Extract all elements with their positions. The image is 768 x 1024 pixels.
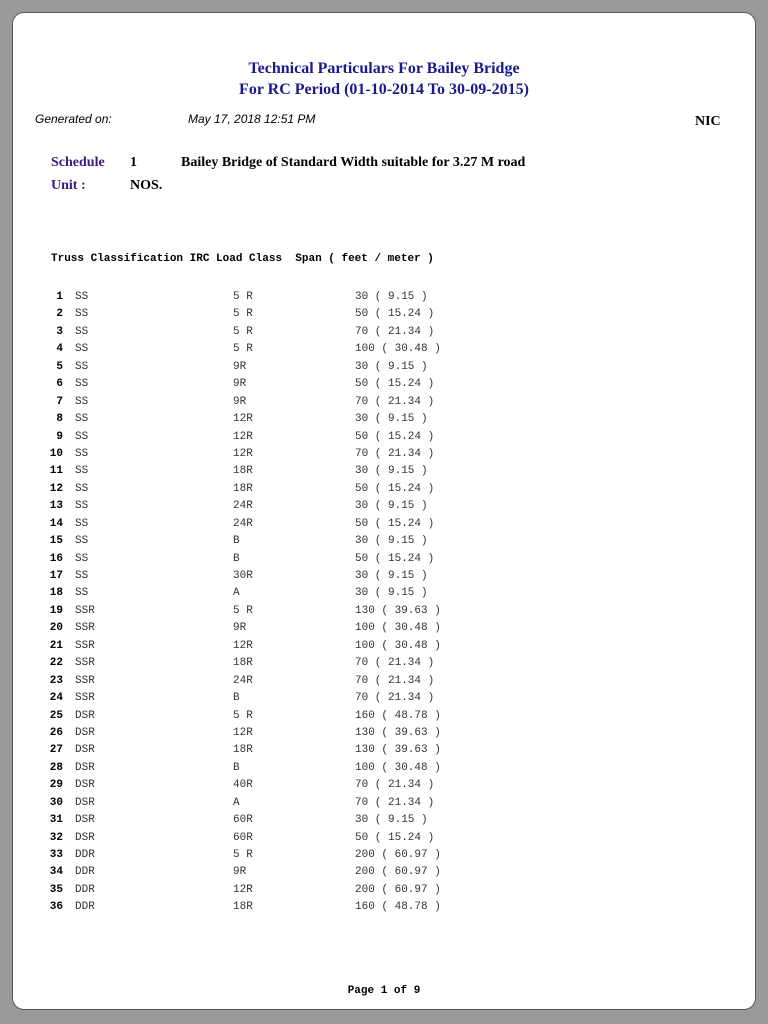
row-number: 35 xyxy=(49,883,63,896)
row-number: 1 xyxy=(56,291,63,303)
truss-classification: SS xyxy=(75,291,89,303)
table-row xyxy=(13,777,755,794)
row-number: 10 xyxy=(49,447,63,460)
data-table xyxy=(13,289,755,917)
truss-classification: SS xyxy=(75,500,89,513)
table-row xyxy=(13,760,755,777)
truss-classification: SS xyxy=(75,395,89,408)
row-number: 29 xyxy=(49,779,63,792)
truss-classification: DSR xyxy=(75,761,95,774)
truss-classification: DDR xyxy=(75,866,95,879)
span-value: 30 ( 9.15 ) xyxy=(355,291,428,303)
table-row xyxy=(13,289,755,306)
table-row xyxy=(13,725,755,742)
load-class: 5 R xyxy=(233,604,253,617)
span-value: 70 ( 21.34 ) xyxy=(355,657,435,670)
row-number: 23 xyxy=(49,674,63,687)
load-class: 18R xyxy=(233,744,253,757)
span-value: 70 ( 21.34 ) xyxy=(355,395,435,408)
span-value: 100 ( 30.48 ) xyxy=(355,639,441,652)
span-value: 30 ( 9.15 ) xyxy=(355,500,428,513)
unit-label: Unit : xyxy=(51,178,86,193)
truss-classification: SSR xyxy=(75,674,95,687)
span-value: 30 ( 9.15 ) xyxy=(355,360,428,373)
schedule-number: 1 xyxy=(130,155,137,170)
load-class: B xyxy=(233,692,240,705)
truss-classification: DDR xyxy=(75,883,95,896)
load-class: 24R xyxy=(233,500,253,513)
load-class: 5 R xyxy=(233,343,253,356)
span-value: 160 ( 48.78 ) xyxy=(355,709,441,722)
truss-classification: SS xyxy=(75,413,89,426)
load-class: 12R xyxy=(233,413,253,426)
table-row xyxy=(13,882,755,899)
row-number: 26 xyxy=(49,726,63,739)
truss-classification: DDR xyxy=(75,849,95,861)
row-number: 8 xyxy=(56,413,63,426)
truss-classification: SSR xyxy=(75,639,95,652)
table-row xyxy=(13,516,755,533)
load-class: 18R xyxy=(233,657,253,670)
row-number: 27 xyxy=(49,744,63,757)
row-number: 34 xyxy=(49,866,63,879)
table-row xyxy=(13,603,755,620)
table-row xyxy=(13,708,755,725)
load-class: 9R xyxy=(233,622,247,635)
schedule-description: Bailey Bridge of Standard Width suitable for 3.27 M road xyxy=(181,155,526,170)
table-row xyxy=(13,864,755,881)
span-value: 200 ( 60.97 ) xyxy=(355,849,441,861)
table-row xyxy=(13,306,755,323)
table-row xyxy=(13,394,755,411)
table-row xyxy=(13,533,755,550)
span-value: 50 ( 15.24 ) xyxy=(355,831,435,844)
load-class: 24R xyxy=(233,517,253,530)
row-number: 24 xyxy=(49,692,63,705)
table-row xyxy=(13,847,755,864)
span-value: 30 ( 9.15 ) xyxy=(355,413,428,426)
table-row xyxy=(13,638,755,655)
row-number: 32 xyxy=(49,831,63,844)
table-row xyxy=(13,673,755,690)
row-number: 30 xyxy=(49,796,63,809)
document-page xyxy=(12,12,756,1010)
row-number: 3 xyxy=(56,325,63,338)
table-row xyxy=(13,551,755,568)
truss-classification: DSR xyxy=(75,709,95,722)
header-truss: Truss Classification xyxy=(51,253,184,265)
load-class: 5 R xyxy=(233,308,253,321)
load-class: 5 R xyxy=(233,291,253,303)
table-row xyxy=(13,568,755,585)
load-class: 60R xyxy=(233,831,253,844)
load-class: 24R xyxy=(233,674,253,687)
span-value: 50 ( 15.24 ) xyxy=(355,482,435,495)
truss-classification: SS xyxy=(75,465,89,478)
span-value: 70 ( 21.34 ) xyxy=(355,796,435,809)
load-class: 12R xyxy=(233,430,253,443)
truss-classification: SS xyxy=(75,517,89,530)
load-class: B xyxy=(233,535,240,548)
table-row xyxy=(13,376,755,393)
load-class: 12R xyxy=(233,883,253,896)
span-value: 30 ( 9.15 ) xyxy=(355,535,428,548)
generated-label: Generated on: xyxy=(35,112,112,126)
table-row xyxy=(13,620,755,637)
table-row xyxy=(13,585,755,602)
table-row xyxy=(13,481,755,498)
row-number: 25 xyxy=(49,709,63,722)
load-class: 5 R xyxy=(233,325,253,338)
table-row xyxy=(13,341,755,358)
load-class: 18R xyxy=(233,901,253,914)
truss-classification: SS xyxy=(75,430,89,443)
table-row xyxy=(13,795,755,812)
table-row xyxy=(13,411,755,428)
table-row xyxy=(13,812,755,829)
truss-classification: SS xyxy=(75,343,89,356)
truss-classification: SS xyxy=(75,570,89,582)
span-value: 30 ( 9.15 ) xyxy=(355,587,428,600)
span-value: 50 ( 15.24 ) xyxy=(355,308,435,321)
span-value: 130 ( 39.63 ) xyxy=(355,744,441,757)
span-value: 70 ( 21.34 ) xyxy=(355,325,435,338)
span-value: 130 ( 39.63 ) xyxy=(355,604,441,617)
row-number: 13 xyxy=(49,500,63,513)
load-class: 18R xyxy=(233,465,253,478)
row-number: 20 xyxy=(49,622,63,635)
span-value: 30 ( 9.15 ) xyxy=(355,465,428,478)
row-number: 12 xyxy=(49,482,63,495)
span-value: 50 ( 15.24 ) xyxy=(355,552,435,565)
span-value: 100 ( 30.48 ) xyxy=(355,761,441,774)
page-footer: Page 1 of 9 xyxy=(347,985,421,997)
row-number: 9 xyxy=(56,430,63,443)
span-value: 130 ( 39.63 ) xyxy=(355,726,441,739)
truss-classification: SSR xyxy=(75,657,95,670)
table-row xyxy=(13,655,755,672)
header-span: Span ( feet / meter ) xyxy=(295,253,434,265)
load-class: 40R xyxy=(233,779,253,792)
generated-date: May 17, 2018 12:51 PM xyxy=(188,112,316,126)
table-row xyxy=(13,498,755,515)
span-value: 200 ( 60.97 ) xyxy=(355,883,441,896)
truss-classification: SSR xyxy=(75,622,95,635)
truss-classification: SS xyxy=(75,360,89,373)
truss-classification: SSR xyxy=(75,692,95,705)
row-number: 21 xyxy=(49,639,63,652)
table-row xyxy=(13,463,755,480)
span-value: 50 ( 15.24 ) xyxy=(355,378,435,391)
load-class: 12R xyxy=(233,447,253,460)
truss-classification: DSR xyxy=(75,814,95,827)
span-value: 70 ( 21.34 ) xyxy=(355,779,435,792)
span-value: 200 ( 60.97 ) xyxy=(355,866,441,879)
schedule-label: Schedule xyxy=(51,155,105,170)
row-number: 15 xyxy=(49,535,63,548)
truss-classification: DSR xyxy=(75,726,95,739)
span-value: 100 ( 30.48 ) xyxy=(355,343,441,356)
load-class: 9R xyxy=(233,866,247,879)
load-class: 9R xyxy=(233,378,247,391)
row-number: 7 xyxy=(56,395,63,408)
report-title: Technical Particulars For Bailey Bridge xyxy=(248,60,520,77)
row-number: 14 xyxy=(49,517,63,530)
row-number: 22 xyxy=(49,657,63,670)
truss-classification: SSR xyxy=(75,604,95,617)
load-class: 9R xyxy=(233,395,247,408)
row-number: 36 xyxy=(49,901,63,914)
row-number: 16 xyxy=(49,552,63,565)
table-row xyxy=(13,742,755,759)
row-number: 31 xyxy=(49,814,63,827)
row-number: 17 xyxy=(49,570,63,582)
truss-classification: SS xyxy=(75,552,89,565)
load-class: 5 R xyxy=(233,709,253,722)
load-class: 5 R xyxy=(233,849,253,861)
table-row xyxy=(13,690,755,707)
truss-classification: DSR xyxy=(75,779,95,792)
truss-classification: DSR xyxy=(75,744,95,757)
table-row xyxy=(13,899,755,916)
truss-classification: SS xyxy=(75,535,89,548)
table-row xyxy=(13,830,755,847)
span-value: 50 ( 15.24 ) xyxy=(355,430,435,443)
row-number: 6 xyxy=(56,378,63,391)
load-class: 9R xyxy=(233,360,247,373)
span-value: 30 ( 9.15 ) xyxy=(355,814,428,827)
span-value: 70 ( 21.34 ) xyxy=(355,692,435,705)
span-value: 30 ( 9.15 ) xyxy=(355,570,428,582)
load-class: 30R xyxy=(233,570,253,582)
truss-classification: SS xyxy=(75,447,89,460)
span-value: 70 ( 21.34 ) xyxy=(355,447,435,460)
table-row xyxy=(13,359,755,376)
truss-classification: DSR xyxy=(75,796,95,809)
unit-value: NOS. xyxy=(130,178,163,193)
truss-classification: SS xyxy=(75,482,89,495)
load-class: A xyxy=(233,796,240,809)
row-number: 4 xyxy=(56,343,63,356)
span-value: 100 ( 30.48 ) xyxy=(355,622,441,635)
row-number: 19 xyxy=(49,604,63,617)
row-number: 5 xyxy=(56,360,63,373)
org-label: NIC xyxy=(695,114,721,129)
load-class: B xyxy=(233,761,240,774)
load-class: B xyxy=(233,552,240,565)
row-number: 2 xyxy=(56,308,63,321)
load-class: A xyxy=(233,587,240,600)
truss-classification: SS xyxy=(75,325,89,338)
truss-classification: SS xyxy=(75,308,89,321)
row-number: 28 xyxy=(49,761,63,774)
truss-classification: DDR xyxy=(75,901,95,914)
table-row xyxy=(13,429,755,446)
span-value: 50 ( 15.24 ) xyxy=(355,517,435,530)
report-period: For RC Period (01-10-2014 To 30-09-2015) xyxy=(239,81,529,98)
load-class: 12R xyxy=(233,726,253,739)
row-number: 33 xyxy=(49,849,63,861)
truss-classification: SS xyxy=(75,378,89,391)
span-value: 70 ( 21.34 ) xyxy=(355,674,435,687)
truss-classification: DSR xyxy=(75,831,95,844)
row-number: 11 xyxy=(49,465,63,478)
load-class: 18R xyxy=(233,482,253,495)
column-headers xyxy=(51,253,434,265)
span-value: 160 ( 48.78 ) xyxy=(355,901,441,914)
truss-classification: SS xyxy=(75,587,89,600)
load-class: 60R xyxy=(233,814,253,827)
load-class: 12R xyxy=(233,639,253,652)
table-row xyxy=(13,446,755,463)
row-number: 18 xyxy=(49,587,63,600)
table-row xyxy=(13,324,755,341)
header-load: IRC Load Class xyxy=(189,253,283,265)
